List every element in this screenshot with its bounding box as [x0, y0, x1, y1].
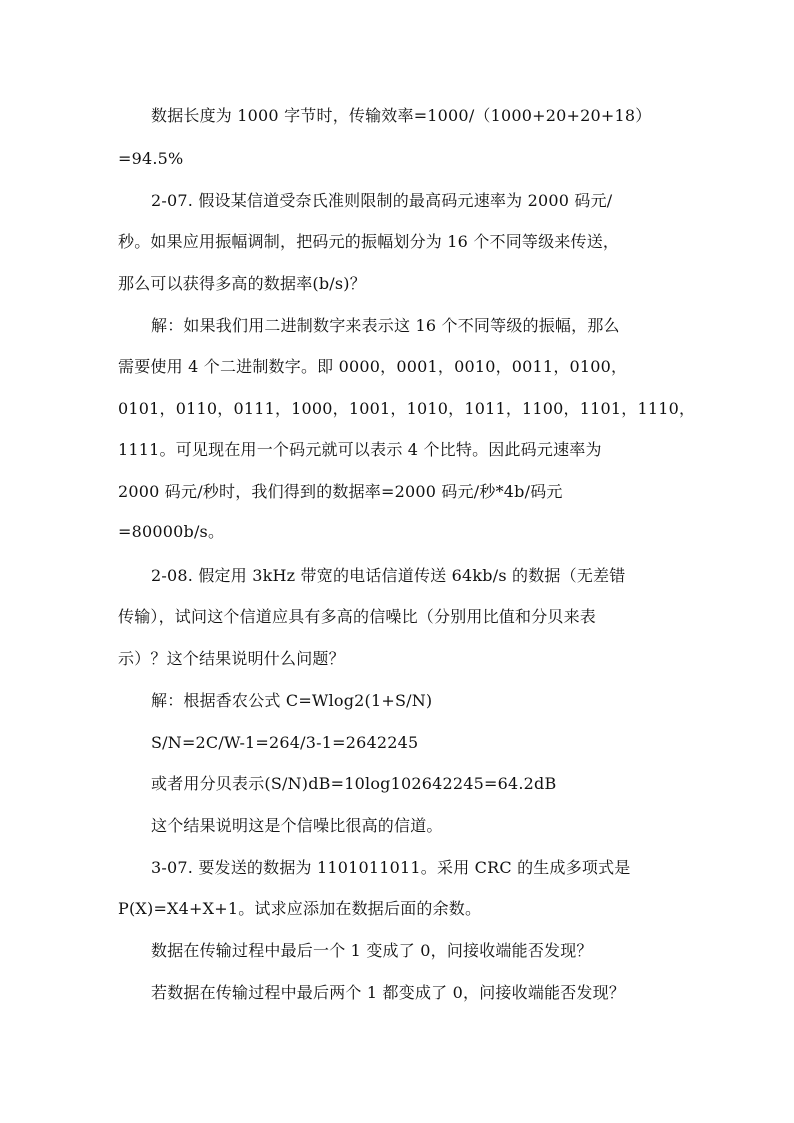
question-3-07-line-3: 数据在传输过程中最后一个 1 变成了 0，问接收端能否发现？ [151, 941, 593, 960]
answer-2-07-line-2: 需要使用 4 个二进制数字。即 0000，0001，0010，0011，0100， [118, 357, 628, 376]
question-3-07-line-1: 3-07. 要发送的数据为 1101011011。采用 CRC 的生成多项式是 [151, 858, 631, 877]
question-3-07-line-4: 若数据在传输过程中最后两个 1 都变成了 0，问接收端能否发现？ [151, 983, 626, 1002]
answer-2-08-line-3: 或者用分贝表示(S/N)dB=10log102642245=64.2dB [151, 774, 557, 793]
answer-2-07-line-5: 2000 码元/秒时，我们得到的数据率=2000 码元/秒*4b/码元 [118, 482, 563, 501]
question-2-07-line-1: 2-07. 假设某信道受奈氏准则限制的最高码元速率为 2000 码元/ [151, 191, 613, 210]
question-2-08-line-3: 示）？这个结果说明什么问题？ [118, 649, 345, 668]
answer-2-07-line-6: =80000b/s。 [118, 522, 225, 541]
text-line-efficiency-result: =94.5% [118, 149, 184, 168]
question-2-07-line-2: 秒。如果应用振幅调制，把码元的振幅划分为 16 个不同等级来传送， [118, 232, 620, 251]
text-line-efficiency: 数据长度为 1000 字节时，传输效率=1000/（1000+20+20+18） [151, 106, 652, 125]
question-2-08-line-1: 2-08. 假定用 3kHz 带宽的电话信道传送 64kb/s 的数据（无差错 [151, 566, 626, 585]
answer-2-08-line-1: 解：根据香农公式 C=Wlog2(1+S/N) [151, 691, 433, 710]
question-2-08-line-2: 传输），试问这个信道应具有多高的信噪比（分别用比值和分贝来表 [118, 607, 597, 626]
question-2-07-line-3: 那么可以获得多高的数据率(b/s)？ [118, 274, 366, 293]
answer-2-08-line-4: 这个结果说明这是个信噪比很高的信道。 [151, 816, 443, 835]
answer-2-08-line-2: S/N=2C/W-1=264/3-1=2642245 [151, 733, 419, 752]
answer-2-07-line-3: 0101，0110，0111，1000，1001，1010，1011，1100，1101，1110， [118, 399, 696, 418]
answer-2-07-line-1: 解：如果我们用二进制数字来表示这 16 个不同等级的振幅，那么 [151, 316, 620, 335]
question-3-07-line-2: P(X)=X4+X+1。试求应添加在数据后面的余数。 [118, 899, 482, 918]
answer-2-07-line-4: 1111。可见现在用一个码元就可以表示 4 个比特。因此码元速率为 [118, 440, 602, 459]
